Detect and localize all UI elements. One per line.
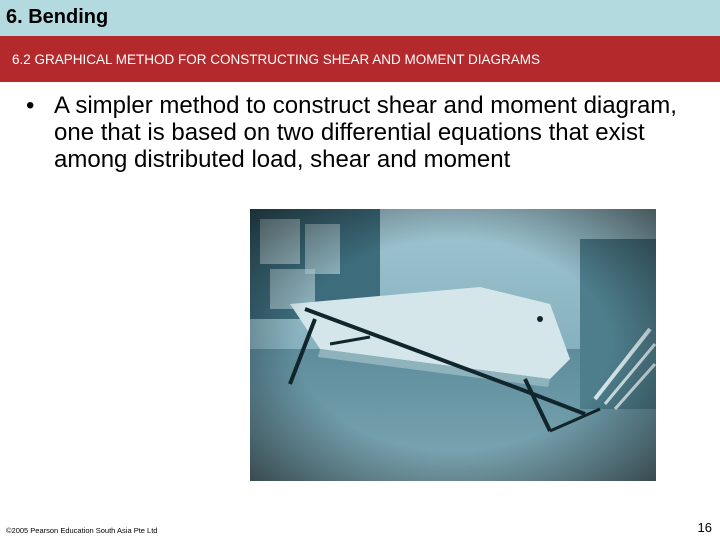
slide-title: 6. Bending <box>6 6 109 28</box>
photo-illustration <box>250 209 656 481</box>
page-number: 16 <box>697 520 712 535</box>
slide-subtitle: 6.2 GRAPHICAL METHOD FOR CONSTRUCTING SHEAR AND MOMENT DIAGRAMS <box>12 52 541 67</box>
bullet-text: A simpler method to construct shear and moment diagram, one that is based on two differential equations that exist among distributed load, shear and moment <box>54 92 677 173</box>
folding-table-photo <box>250 209 656 481</box>
bullet-icon: • <box>26 92 35 119</box>
copyright-notice: ©2005 Pearson Education South Asia Pte Ltd <box>6 526 158 535</box>
bullet-item <box>26 92 686 173</box>
